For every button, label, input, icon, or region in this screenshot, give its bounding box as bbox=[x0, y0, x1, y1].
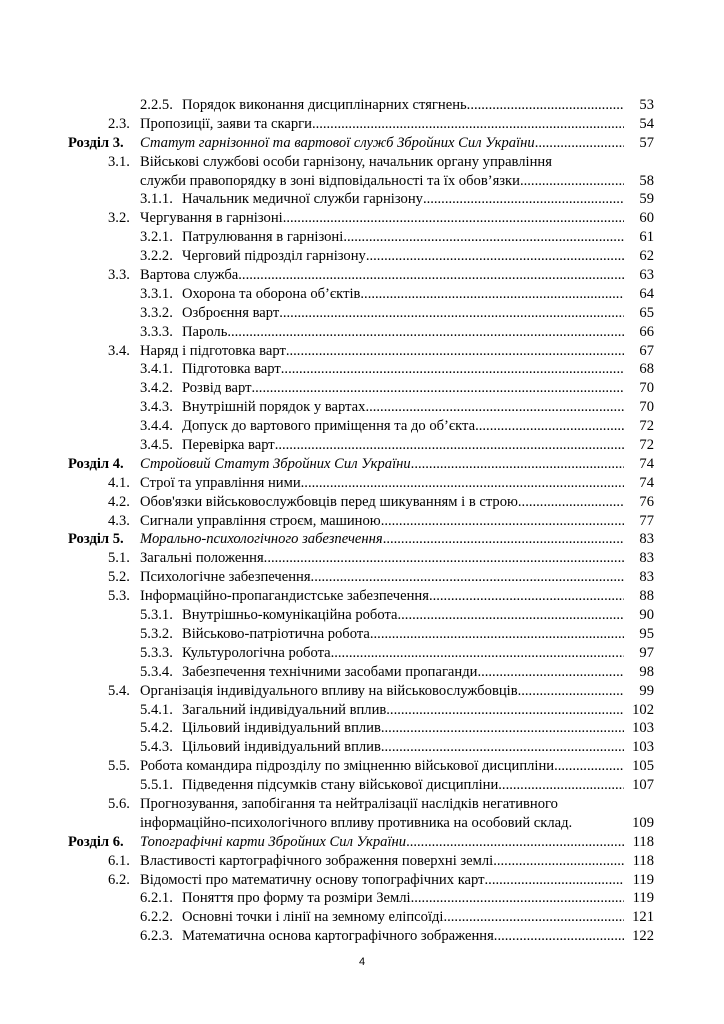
toc-item-row bbox=[68, 190, 654, 209]
toc-dot-leader bbox=[331, 644, 624, 663]
toc-entry-title: Забезпечення технічними засобами пропаганди bbox=[182, 663, 478, 680]
toc-subsection-row bbox=[68, 757, 654, 776]
toc-dot-leader bbox=[238, 266, 624, 285]
toc-item-row bbox=[68, 323, 654, 342]
toc-entry-title: Прогнозування, запобігання та нейтралізації наслідків негативного bbox=[140, 795, 558, 812]
toc-page-number: 90 bbox=[639, 607, 654, 624]
toc-page-number: 61 bbox=[639, 229, 654, 246]
toc-entry-number: 5.3.3. bbox=[140, 644, 173, 661]
toc-dot-leader bbox=[423, 190, 624, 209]
toc-dot-leader bbox=[283, 209, 624, 228]
toc-page-number: 62 bbox=[639, 248, 654, 265]
toc-dot-leader bbox=[535, 134, 624, 153]
toc-entry-title: Властивості картографічного зображення поверхні землі bbox=[140, 852, 494, 869]
toc-subsection-row bbox=[68, 682, 654, 701]
toc-page-number: 107 bbox=[632, 777, 654, 794]
toc-entry-number: 5.4.2. bbox=[140, 720, 173, 737]
toc-page-number: 76 bbox=[639, 493, 654, 510]
toc-entry-number: 3.4.5. bbox=[140, 437, 173, 454]
toc-page-number: 103 bbox=[632, 720, 654, 737]
toc-subsection-row bbox=[68, 549, 654, 568]
toc-entry-title: Цільовий індивідуальний вплив bbox=[182, 739, 381, 756]
toc-entry-number: 6.2.2. bbox=[140, 909, 173, 926]
toc-page-number: 72 bbox=[639, 437, 654, 454]
toc-entry-number: 3.3.2. bbox=[140, 304, 173, 321]
toc-item-row bbox=[68, 738, 654, 757]
toc-dot-leader bbox=[370, 625, 624, 644]
toc-entry-number: 4.3. bbox=[108, 512, 130, 529]
toc-dot-leader bbox=[383, 530, 624, 549]
toc-dot-leader bbox=[381, 738, 624, 757]
toc-dot-leader bbox=[493, 852, 624, 871]
toc-subsection-row bbox=[68, 153, 654, 191]
toc-entry-title: Вартова служба bbox=[140, 267, 239, 284]
toc-entry-number: 3.3.3. bbox=[140, 323, 173, 340]
toc-page-number: 63 bbox=[639, 267, 654, 284]
toc-entry-title: Чергування в гарнізоні bbox=[140, 210, 283, 227]
toc-entry-number: 5.6. bbox=[108, 795, 130, 812]
toc-entry-number: 3.1.1. bbox=[140, 191, 173, 208]
toc-entry-number: 3.3.1. bbox=[140, 285, 173, 302]
toc-entry-number: 3.1. bbox=[108, 153, 130, 170]
toc-page-number: 122 bbox=[632, 928, 654, 945]
toc-entry-title: Патрулювання в гарнізоні bbox=[182, 229, 344, 246]
toc-page-number: 58 bbox=[639, 172, 654, 189]
toc-item-row bbox=[68, 417, 654, 436]
toc-subsection-row bbox=[68, 493, 654, 512]
toc-entry-title: Культурологічна робота bbox=[182, 644, 331, 661]
toc-dot-leader bbox=[494, 927, 624, 946]
toc-entry-number: 5.4. bbox=[108, 682, 130, 699]
toc-dot-leader bbox=[279, 304, 624, 323]
toc-item-row bbox=[68, 304, 654, 323]
toc-item-row bbox=[68, 625, 654, 644]
toc-entry-number: 5.3.2. bbox=[140, 625, 173, 642]
toc-item-row bbox=[68, 908, 654, 927]
toc-dot-leader bbox=[252, 379, 625, 398]
toc-entry-number: 6.2.3. bbox=[140, 928, 173, 945]
toc-item-row bbox=[68, 285, 654, 304]
toc-entry-title: інформаційно-психологічного впливу противника на особовий склад. bbox=[140, 814, 573, 831]
toc-entry-title: Інформаційно-пропагандистське забезпечення bbox=[140, 588, 429, 605]
toc-subsection-row bbox=[68, 209, 654, 228]
toc-page-number: 66 bbox=[639, 323, 654, 340]
toc-dot-leader bbox=[429, 587, 624, 606]
toc-entry-title: Відомості про математичну основу топографічних карт bbox=[140, 871, 485, 888]
toc-entry-number: 3.2.2. bbox=[140, 248, 173, 265]
toc-page-number: 74 bbox=[639, 474, 654, 491]
toc-page-number: 97 bbox=[639, 644, 654, 661]
toc-entry-number: 3.4.2. bbox=[140, 380, 173, 397]
toc-entry-title: Військові службові особи гарнізону, начальник органу управління bbox=[140, 153, 552, 170]
toc-item-row bbox=[68, 228, 654, 247]
toc-entry-title: Наряд і підготовка варт bbox=[140, 342, 286, 359]
toc-entry-title: Основні точки і лінії на земному еліпсоїді bbox=[182, 909, 444, 926]
toc-page-number: 83 bbox=[639, 550, 654, 567]
toc-page-number: 68 bbox=[639, 361, 654, 378]
toc-item-row bbox=[68, 927, 654, 946]
toc-dot-leader bbox=[381, 512, 624, 531]
toc-item-row bbox=[68, 96, 654, 115]
toc-dot-leader bbox=[398, 606, 625, 625]
toc-page-number: 105 bbox=[632, 758, 654, 775]
toc-entry-title: Пароль bbox=[182, 323, 228, 340]
toc-subsection-row bbox=[68, 342, 654, 361]
toc-page-number: 77 bbox=[639, 512, 654, 529]
toc-dot-leader bbox=[281, 360, 624, 379]
toc-entry-title: Поняття про форму та розміри Землі bbox=[182, 890, 411, 907]
toc-entry-number: 3.4.4. bbox=[140, 418, 173, 435]
toc-entry-title: Розвід варт bbox=[182, 380, 252, 397]
toc-item-row bbox=[68, 719, 654, 738]
toc-dot-leader bbox=[485, 871, 624, 890]
toc-entry-title: Порядок виконання дисциплінарних стягнень bbox=[182, 97, 467, 113]
table-of-contents bbox=[68, 96, 654, 946]
toc-entry-title: Військово-патріотична робота bbox=[182, 625, 370, 642]
toc-entry-title: Цільовий індивідуальний вплив bbox=[182, 720, 381, 737]
toc-entry-title: Психологічне забезпечення bbox=[140, 569, 311, 586]
toc-item-row bbox=[68, 701, 654, 720]
toc-page-number: 103 bbox=[632, 739, 654, 756]
toc-page-number: 64 bbox=[639, 285, 654, 302]
toc-dot-leader bbox=[286, 342, 624, 361]
toc-entry-title: Загальні положення bbox=[140, 550, 264, 567]
toc-entry-number: 4.2. bbox=[108, 493, 130, 510]
toc-page-number: 118 bbox=[632, 833, 654, 850]
toc-dot-leader bbox=[360, 285, 624, 304]
toc-dot-leader bbox=[386, 701, 624, 720]
toc-entry-number: Розділ 4. bbox=[68, 455, 124, 472]
toc-entry-title: Озброєння варт bbox=[182, 304, 280, 321]
toc-entry-title: Обов'язки військовослужбовців перед шикуванням і в строю bbox=[140, 493, 518, 510]
toc-page-number: 102 bbox=[632, 701, 654, 718]
toc-entry-title: Підготовка варт bbox=[182, 361, 281, 378]
toc-subsection-row bbox=[68, 871, 654, 890]
toc-dot-leader bbox=[365, 398, 624, 417]
toc-entry-number: 3.3. bbox=[108, 267, 130, 284]
toc-entry-number: 5.4.1. bbox=[140, 701, 173, 718]
toc-subsection-row bbox=[68, 852, 654, 871]
toc-entry-title: Статут гарнізонної та вартової служб Збройних Сил України bbox=[140, 134, 535, 151]
toc-entry-number: Розділ 3. bbox=[68, 134, 124, 151]
toc-entry-title: Черговий підрозділ гарнізону bbox=[182, 248, 366, 265]
toc-page-number: 59 bbox=[639, 191, 654, 208]
toc-page-number: 67 bbox=[639, 342, 654, 359]
toc-entry-number: Розділ 6. bbox=[68, 833, 124, 850]
toc-section-row bbox=[68, 530, 654, 549]
toc-entry-title: Допуск до вартового приміщення та до об’єкта bbox=[182, 418, 476, 435]
toc-item-row bbox=[68, 379, 654, 398]
toc-page-number: 74 bbox=[639, 455, 654, 472]
toc-dot-leader bbox=[443, 908, 624, 927]
toc-item-row bbox=[68, 606, 654, 625]
toc-entry-title: Внутрішньо-комунікаційна робота bbox=[182, 607, 398, 624]
toc-item-row bbox=[68, 776, 654, 795]
toc-dot-leader bbox=[518, 682, 624, 701]
toc-entry-number: 2.2.5. bbox=[140, 97, 173, 113]
toc-page-number: 65 bbox=[639, 304, 654, 321]
toc-dot-leader bbox=[467, 96, 624, 115]
toc-subsection-row bbox=[68, 795, 654, 833]
toc-page-number: 88 bbox=[639, 588, 654, 605]
toc-page-number: 119 bbox=[632, 871, 654, 888]
toc-item-row bbox=[68, 247, 654, 266]
toc-entry-title: Топографічні карти Збройних Сил України bbox=[140, 833, 407, 850]
toc-entry-title: Загальний індивідуальний вплив bbox=[182, 701, 387, 718]
toc-item-row bbox=[68, 360, 654, 379]
toc-page-number: 109 bbox=[632, 814, 654, 831]
toc-item-row bbox=[68, 644, 654, 663]
toc-page-number: 95 bbox=[639, 625, 654, 642]
toc-page-number: 57 bbox=[639, 134, 654, 151]
toc-entry-number: 3.2. bbox=[108, 210, 130, 227]
toc-entry-title: Начальник медичної служби гарнізону bbox=[182, 191, 423, 208]
toc-page-number: 60 bbox=[639, 210, 654, 227]
toc-entry-number: 3.4. bbox=[108, 342, 130, 359]
toc-entry-title: Математична основа картографічного зображення bbox=[182, 928, 494, 945]
toc-entry-number: 5.1. bbox=[108, 550, 130, 567]
toc-dot-leader bbox=[498, 776, 624, 795]
toc-dot-leader bbox=[227, 323, 624, 342]
toc-entry-number: 6.1. bbox=[108, 852, 130, 869]
toc-page-number: 121 bbox=[632, 909, 654, 926]
toc-entry-number: 3.2.1. bbox=[140, 229, 173, 246]
toc-entry-number: 2.3. bbox=[108, 115, 130, 132]
toc-entry-number: 5.4.3. bbox=[140, 739, 173, 756]
toc-dot-leader bbox=[264, 549, 624, 568]
toc-entry-title: Організація індивідуального впливу на військовослужбовців bbox=[140, 682, 518, 699]
toc-dot-leader bbox=[311, 568, 624, 587]
toc-entry-number: 3.4.3. bbox=[140, 399, 173, 416]
toc-dot-leader bbox=[477, 663, 624, 682]
toc-dot-leader bbox=[343, 228, 624, 247]
toc-page-number: 118 bbox=[632, 852, 654, 869]
toc-entry-number: Розділ 5. bbox=[68, 531, 124, 548]
toc-dot-leader bbox=[275, 436, 624, 455]
toc-dot-leader bbox=[518, 493, 624, 512]
toc-entry-title: Строї та управління ними bbox=[140, 474, 301, 491]
toc-entry-title: Морально-психологічного забезпечення bbox=[140, 531, 383, 548]
toc-section-row bbox=[68, 455, 654, 474]
toc-entry-title: Охорона та оборона об’єктів bbox=[182, 285, 361, 302]
toc-subsection-row bbox=[68, 568, 654, 587]
toc-entry-title: служби правопорядку в зоні відповідальності та їх обов’язки bbox=[140, 172, 520, 189]
toc-entry-title: Пропозиції, заяви та скарги bbox=[140, 115, 312, 132]
toc-dot-leader bbox=[301, 474, 624, 493]
toc-entry-number: 6.2.1. bbox=[140, 890, 173, 907]
toc-item-row bbox=[68, 889, 654, 908]
toc-dot-leader bbox=[381, 719, 624, 738]
toc-item-row bbox=[68, 398, 654, 417]
toc-subsection-row bbox=[68, 266, 654, 285]
toc-item-row bbox=[68, 663, 654, 682]
toc-page-number: 83 bbox=[639, 531, 654, 548]
toc-dot-leader bbox=[554, 757, 624, 776]
toc-page-number: 98 bbox=[639, 663, 654, 680]
toc-subsection-row bbox=[68, 115, 654, 134]
toc-page-number: 54 bbox=[639, 115, 654, 132]
toc-entry-title: Стройовий Статут Збройних Сил України bbox=[140, 455, 411, 472]
toc-page-number: 83 bbox=[639, 569, 654, 586]
toc-dot-leader bbox=[411, 455, 624, 474]
toc-page-number: 99 bbox=[639, 682, 654, 699]
toc-section-row bbox=[68, 833, 654, 852]
toc-item-row bbox=[68, 436, 654, 455]
toc-dot-leader bbox=[312, 115, 624, 134]
toc-page-number: 53 bbox=[639, 97, 654, 113]
toc-page-number: 72 bbox=[639, 418, 654, 435]
toc-dot-leader bbox=[475, 417, 624, 436]
toc-subsection-row bbox=[68, 474, 654, 493]
toc-entry-number: 5.5.1. bbox=[140, 777, 173, 794]
toc-dot-leader bbox=[366, 247, 624, 266]
toc-entry-number: 3.4.1. bbox=[140, 361, 173, 378]
toc-subsection-row bbox=[68, 512, 654, 531]
toc-entry-number: 6.2. bbox=[108, 871, 130, 888]
toc-dot-leader bbox=[520, 172, 624, 191]
toc-page-number: 119 bbox=[632, 890, 654, 907]
toc-page-number: 70 bbox=[639, 399, 654, 416]
toc-entry-title: Підведення підсумків стану військової дисципліни bbox=[182, 777, 499, 794]
toc-entry-number: 5.3. bbox=[108, 588, 130, 605]
toc-entry-number: 5.2. bbox=[108, 569, 130, 586]
toc-entry-number: 5.3.1. bbox=[140, 607, 173, 624]
page-number: 4 bbox=[358, 956, 366, 968]
toc-entry-title: Перевірка варт bbox=[182, 437, 275, 454]
toc-dot-leader bbox=[406, 833, 624, 852]
toc-entry-title: Сигнали управління строєм, машиною bbox=[140, 512, 381, 529]
toc-entry-number: 5.5. bbox=[108, 758, 130, 775]
toc-section-row bbox=[68, 134, 654, 153]
toc-dot-leader bbox=[411, 889, 624, 908]
toc-entry-number: 4.1. bbox=[108, 474, 130, 491]
toc-entry-title: Робота командира підрозділу по зміцненню військової дисципліни bbox=[140, 758, 555, 775]
toc-subsection-row bbox=[68, 587, 654, 606]
toc-entry-number: 5.3.4. bbox=[140, 663, 173, 680]
toc-entry-title: Внутрішній порядок у вартах bbox=[182, 399, 366, 416]
toc-page-number: 70 bbox=[639, 380, 654, 397]
